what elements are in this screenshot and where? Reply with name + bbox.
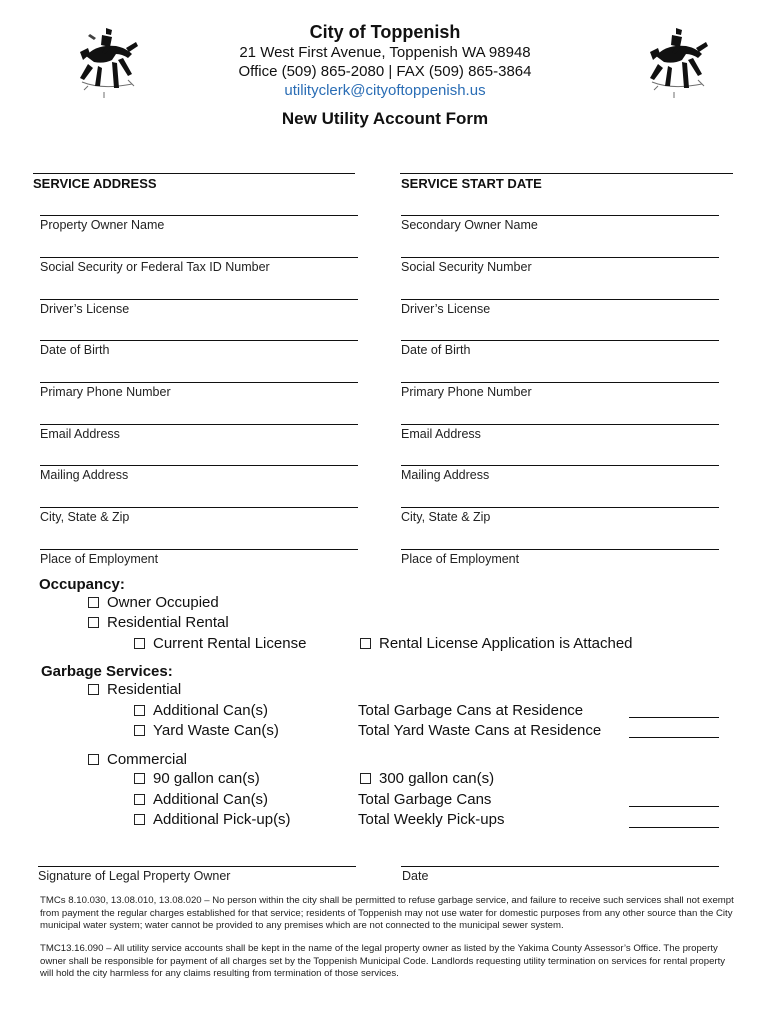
residential-label: Residential xyxy=(107,681,182,698)
additional-pickups-checkbox[interactable] xyxy=(134,814,145,825)
field-label: Primary Phone Number xyxy=(401,385,532,399)
yard-waste-checkbox[interactable] xyxy=(134,725,145,736)
yard-waste-label: Yard Waste Can(s) xyxy=(153,722,279,739)
primary-phone-field[interactable] xyxy=(40,382,358,383)
yard-waste-option[interactable] xyxy=(134,722,279,739)
field-label: Social Security Number xyxy=(401,260,532,274)
email-address-field[interactable] xyxy=(40,424,358,425)
owner-signature-label: Signature of Legal Property Owner xyxy=(38,869,231,883)
residential-rental-label: Residential Rental xyxy=(107,614,229,631)
commercial-checkbox[interactable] xyxy=(88,754,99,765)
field-label: Email Address xyxy=(401,427,481,441)
email-address-2-field[interactable] xyxy=(401,424,719,425)
secondary-owner-name-field[interactable] xyxy=(401,215,719,216)
rental-license-attached-option[interactable] xyxy=(360,635,633,652)
city-phone: Office (509) 865-2080 | FAX (509) 865-3864 xyxy=(238,63,532,80)
gallon-300-option[interactable] xyxy=(360,770,494,787)
field-label: City, State & Zip xyxy=(401,510,491,524)
service-start-date-field[interactable] xyxy=(400,173,733,174)
field-label: Property Owner Name xyxy=(40,218,165,232)
additional-cans-commercial-option[interactable] xyxy=(134,791,268,808)
gallon-90-option[interactable] xyxy=(134,770,260,787)
residential-checkbox[interactable] xyxy=(88,684,99,695)
service-address-field[interactable] xyxy=(33,173,355,174)
city-name: City of Toppenish xyxy=(309,22,461,42)
total-cans-residence-label: Total Garbage Cans at Residence xyxy=(358,702,584,719)
city-address: 21 West First Avenue, Toppenish WA 98948 xyxy=(239,44,531,61)
place-of-employment-2-field[interactable] xyxy=(401,549,719,550)
current-rental-license-label: Current Rental License xyxy=(153,635,307,652)
owner-occupied-option[interactable] xyxy=(88,594,219,611)
field-label: Place of Employment xyxy=(40,552,159,566)
commercial-label: Commercial xyxy=(107,751,188,768)
current-rental-license-option[interactable] xyxy=(134,635,306,652)
drivers-license-field[interactable] xyxy=(40,299,358,300)
total-weekly-pickups-field[interactable] xyxy=(629,827,719,828)
signature-date-field[interactable] xyxy=(401,866,719,867)
additional-cans-label: Additional Can(s) xyxy=(153,702,269,719)
field-label: Mailing Address xyxy=(401,468,490,482)
field-label: City, State & Zip xyxy=(40,510,130,524)
field-label: Date of Birth xyxy=(40,343,110,357)
total-garbage-cans-field[interactable] xyxy=(629,806,719,807)
tmc-account-notice: TMC13.16.090 – All utility service accounts shall be kept in the name of the legal property owner as listed by the Yakima County Assessor’s Office. The property owner shall be responsible for payment of all charges set by the Toppenish Municipal Code. Landlords requesting utility termination on services for rental property will hold the city harmless for any claims resulting from termination of those services. xyxy=(40,943,726,979)
field-label: Driver’s License xyxy=(401,302,491,316)
primary-phone-2-field[interactable] xyxy=(401,382,719,383)
form-title: New Utility Account Form xyxy=(281,109,489,128)
owner-signature-field[interactable] xyxy=(38,866,356,867)
field-label: Date of Birth xyxy=(401,343,471,357)
gallon-90-label: 90 gallon can(s) xyxy=(153,770,260,787)
total-yard-residence-label: Total Yard Waste Cans at Residence xyxy=(358,722,602,739)
additional-cans-checkbox[interactable] xyxy=(134,705,145,716)
additional-pickups-label: Additional Pick-up(s) xyxy=(153,811,291,828)
additional-cans-commercial-checkbox[interactable] xyxy=(134,794,145,805)
signature-date-label: Date xyxy=(402,869,429,883)
place-of-employment-field[interactable] xyxy=(40,549,358,550)
garbage-services-heading: Garbage Services: xyxy=(41,663,173,680)
current-rental-license-checkbox[interactable] xyxy=(134,638,145,649)
drivers-license-2-field[interactable] xyxy=(401,299,719,300)
rental-license-attached-label: Rental License Application is Attached xyxy=(379,635,633,652)
field-label: Secondary Owner Name xyxy=(401,218,538,232)
mailing-address-2-field[interactable] xyxy=(401,465,719,466)
gallon-300-label: 300 gallon can(s) xyxy=(379,770,495,787)
additional-pickups-option[interactable] xyxy=(134,811,291,828)
service-start-date-label: SERVICE START DATE xyxy=(401,176,542,191)
mailing-address-field[interactable] xyxy=(40,465,358,466)
field-label: Mailing Address xyxy=(40,468,129,482)
service-address-label: SERVICE ADDRESS xyxy=(33,176,157,191)
field-label: Primary Phone Number xyxy=(40,385,171,399)
property-owner-name-field[interactable] xyxy=(40,215,358,216)
additional-cans-commercial-label: Additional Can(s) xyxy=(153,791,269,808)
date-of-birth-2-field[interactable] xyxy=(401,340,719,341)
field-label: Place of Employment xyxy=(401,552,520,566)
residential-rental-checkbox[interactable] xyxy=(88,617,99,628)
occupancy-heading: Occupancy: xyxy=(39,576,125,593)
commercial-option[interactable] xyxy=(88,751,187,768)
field-label: Email Address xyxy=(40,427,120,441)
additional-cans-option[interactable] xyxy=(134,702,268,719)
owner-occupied-checkbox[interactable] xyxy=(88,597,99,608)
residential-rental-option[interactable] xyxy=(88,614,229,631)
total-weekly-pickups-label: Total Weekly Pick-ups xyxy=(358,811,505,828)
residential-option[interactable] xyxy=(88,681,181,698)
total-garbage-cans-label: Total Garbage Cans xyxy=(358,791,492,808)
field-label: Social Security or Federal Tax ID Number xyxy=(40,260,270,274)
tax-id-field[interactable] xyxy=(40,257,358,258)
tmc-garbage-notice: TMCs 8.10.030, 13.08.010, 13.08.020 – No person within the city shall be permitted to refuse garbage service, and failure to receive such services shall not exempt from payment the regular charges established for that service; residents of Toppenish may not use water for domestic purposes from any other source than the City municipal water system; water cannot be provided to any premises which are not connected to the municipal sewer system. xyxy=(40,895,734,931)
gallon-90-checkbox[interactable] xyxy=(134,773,145,784)
total-yard-residence-field[interactable] xyxy=(629,737,719,738)
ssn-field[interactable] xyxy=(401,257,719,258)
city-state-zip-2-field[interactable] xyxy=(401,507,719,508)
total-cans-residence-field[interactable] xyxy=(629,717,719,718)
gallon-300-checkbox[interactable] xyxy=(360,773,371,784)
field-label: Driver’s License xyxy=(40,302,130,316)
owner-occupied-label: Owner Occupied xyxy=(107,594,219,611)
city-state-zip-field[interactable] xyxy=(40,507,358,508)
date-of-birth-field[interactable] xyxy=(40,340,358,341)
city-email-link[interactable]: utilityclerk@cityoftoppenish.us xyxy=(284,82,486,99)
rental-license-attached-checkbox[interactable] xyxy=(360,638,371,649)
